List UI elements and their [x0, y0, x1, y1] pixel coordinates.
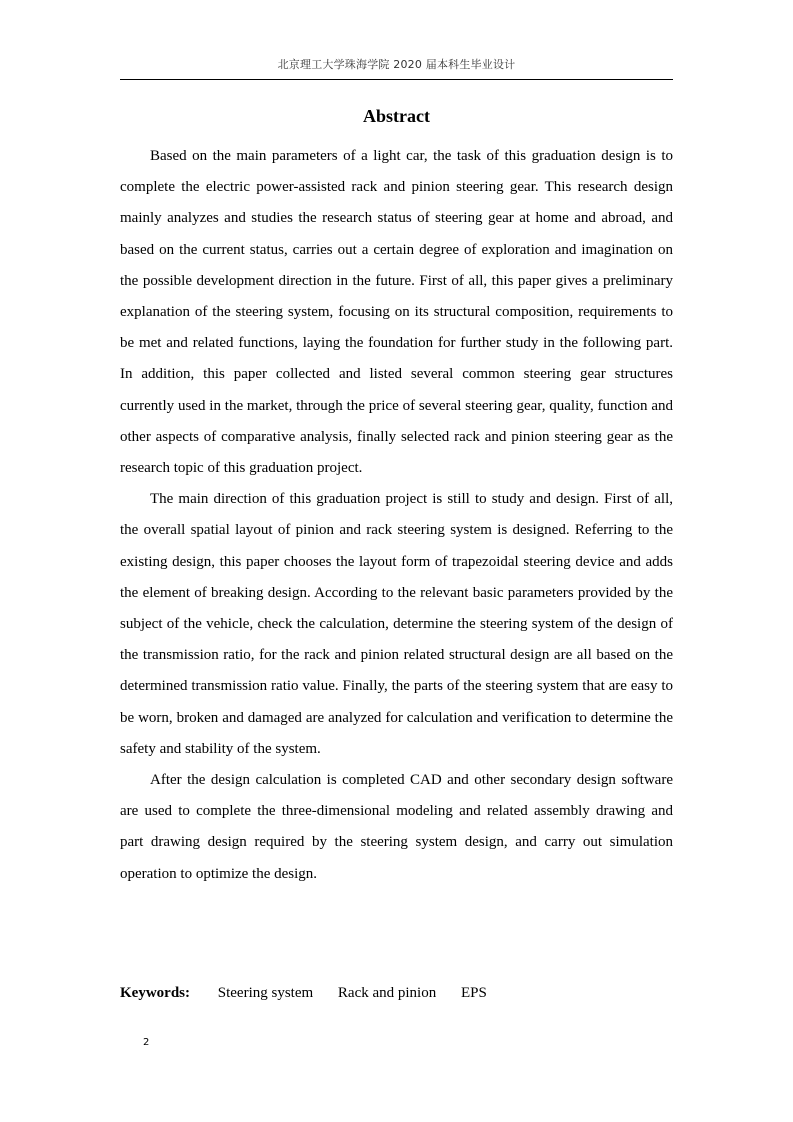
abstract-paragraph-2: The main direction of this graduation project is still to study and design. First of all, the overall spatial layout of pinion and rack steering system is designed. Referring to the existing design, this paper chooses the layout form of trapezoidal steering device and adds the element of breaking design. According to the relevant basic parameters provided by the subject of the vehicle, check the calculation, determine the steering system of the design of the transmission ratio, for the rack and pinion related structural design are all based on the determined transmission ratio value. Finally, the parts of the steering system that are easy to be worn, broken and damaged are analyzed for calculation and verification to determine the safety and stability of the system.	[120, 491, 673, 757]
abstract-title: Abstract	[363, 106, 430, 126]
abstract-paragraph-3: After the design calculation is completed CAD and other secondary design software are used to complete the three-dimensional modeling and related assembly drawing and part drawing design required by the steering system design, and carry out simulation operation to optimize the design.	[120, 772, 673, 882]
keywords-label: Keywords:	[120, 985, 190, 1001]
keyword-item: EPS	[460, 985, 487, 1001]
keywords-line	[120, 985, 673, 1002]
keyword-item: Steering system	[217, 985, 314, 1001]
abstract-paragraph-1: Based on the main parameters of a light car, the task of this graduation design is to complete the electric power-assisted rack and pinion steering gear. This research design mainly analyzes and studies the research status of steering gear at home and abroad, and based on the current status, carries out a certain degree of exploration and imagination on the possible development direction in the future. First of all, this paper gives a preliminary explanation of the steering system, focusing on its structural composition, requirements to be met and related functions, laying the foundation for further study in the following part. In addition, this paper collected and listed several common steering gear structures currently used in the market, through the price of several steering gear, quality, function and other aspects of comparative analysis, finally selected rack and pinion steering gear as the research topic of this graduation project.	[120, 148, 673, 477]
header-divider	[120, 79, 673, 80]
page-number: 2	[143, 1037, 150, 1048]
page-header: 北京理工大学珠海学院 2020 届本科生毕业设计	[277, 58, 516, 71]
keyword-item: Rack and pinion	[337, 985, 437, 1001]
abstract-body	[120, 141, 673, 890]
